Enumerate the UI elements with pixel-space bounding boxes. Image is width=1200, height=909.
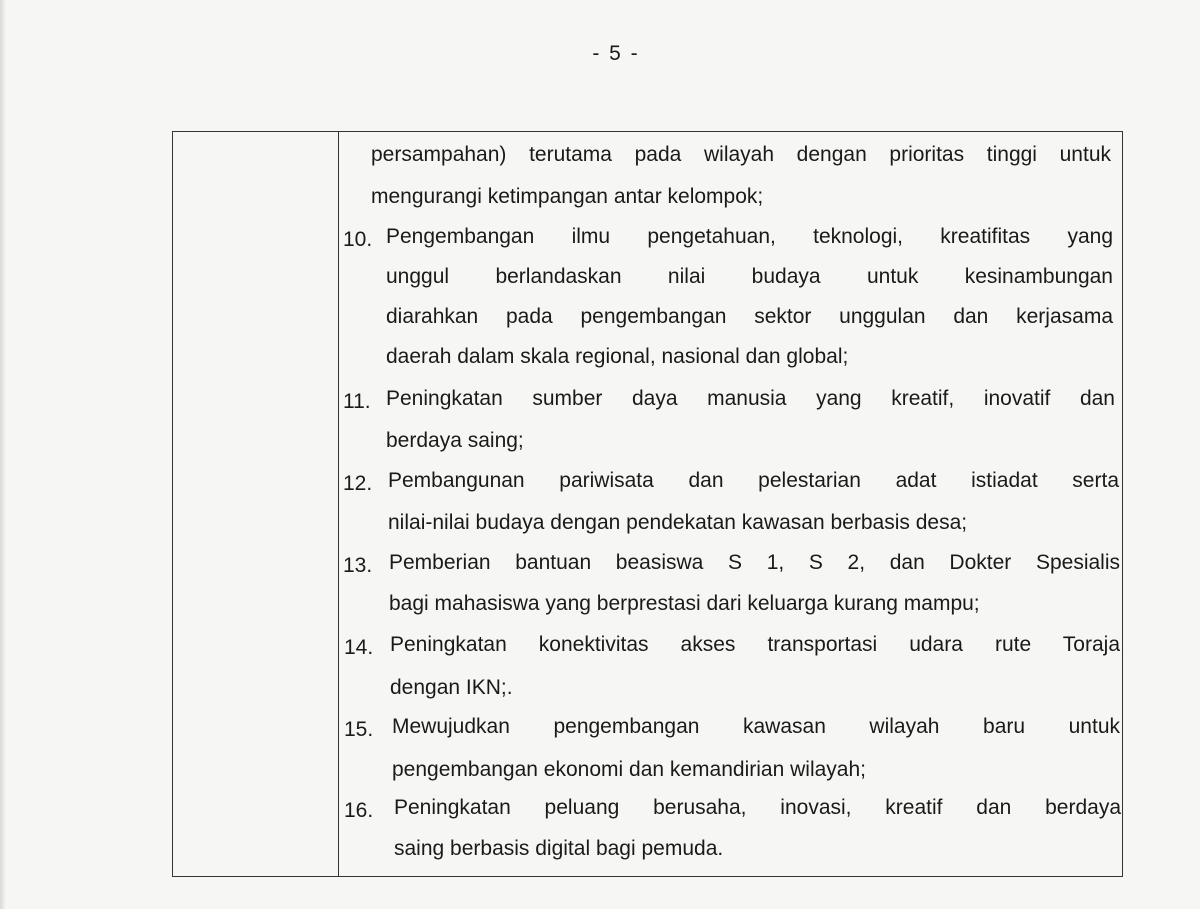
list-item-number: 16.: [344, 799, 374, 822]
list-item-line: saing berbasis digital bagi pemuda.: [394, 837, 724, 860]
list-item-line: unggul berlandaskan nilai budaya untuk kesinambungan: [386, 265, 1113, 288]
content-table: [172, 131, 1123, 877]
page-number: - 5 -: [592, 42, 640, 65]
list-item-line: berdaya saing;: [386, 429, 524, 452]
list-item-line: nilai-nilai budaya dengan pendekatan kawasan berbasis desa;: [388, 511, 968, 534]
list-item-line: bagi mahasiswa yang berprestasi dari keluarga kurang mampu;: [389, 592, 980, 615]
list-item-line: dengan IKN;.: [390, 676, 513, 699]
list-item-number: 10.: [343, 228, 373, 251]
list-item-number: 14.: [344, 636, 374, 659]
list-item-line: diarahkan pada pengembangan sektor unggulan dan kerjasama: [386, 305, 1113, 328]
list-item-line: daerah dalam skala regional, nasional dan global;: [386, 345, 849, 368]
table-left-column: [173, 132, 339, 876]
list-item-line: Pemberian bantuan beasiswa S 1, S 2, dan Dokter Spesialis: [389, 551, 1120, 574]
continuation-line: persampahan) terutama pada wilayah dengan prioritas tinggi untuk: [371, 143, 1111, 166]
list-item-line: Pembangunan pariwisata dan pelestarian adat istiadat serta: [388, 469, 1119, 492]
list-item-number: 15.: [344, 718, 374, 741]
list-item-number: 12.: [343, 472, 373, 495]
scan-edge-shadow: [0, 0, 6, 909]
list-item-line: Peningkatan konektivitas akses transportasi udara rute Toraja: [390, 633, 1120, 656]
list-item-line: Peningkatan peluang berusaha, inovasi, kreatif dan berdaya: [394, 796, 1121, 819]
list-item-line: pengembangan ekonomi dan kemandirian wilayah;: [392, 758, 866, 781]
list-item-number: 13.: [343, 554, 373, 577]
list-item-line: Pengembangan ilmu pengetahuan, teknologi, kreatifitas yang: [386, 225, 1113, 248]
continuation-line: mengurangi ketimpangan antar kelompok;: [371, 185, 764, 208]
list-item-line: Peningkatan sumber daya manusia yang kreatif, inovatif dan: [386, 387, 1115, 410]
list-item-line: Mewujudkan pengembangan kawasan wilayah baru untuk: [392, 715, 1120, 738]
list-item-number: 11.: [343, 390, 371, 413]
